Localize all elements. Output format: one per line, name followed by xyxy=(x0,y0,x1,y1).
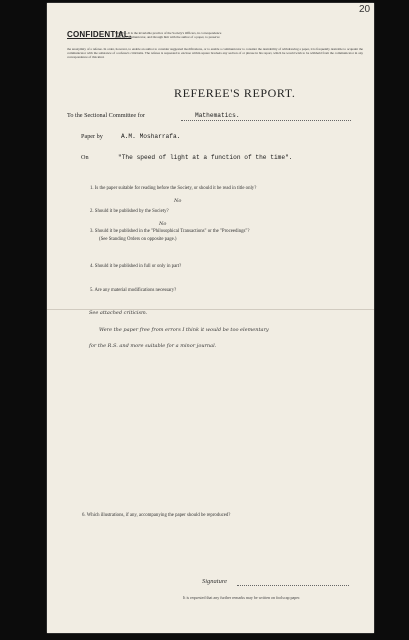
paper-by-value: A.M. Mosharrafa. xyxy=(121,133,181,140)
question-3-note: (See Standing Orders on opposite page.) xyxy=(99,237,177,242)
question-4: 4. Should it be published in full or only in part? xyxy=(90,264,182,269)
referee-report-sheet xyxy=(47,3,374,633)
question-3: 3. Should it be published in the "Philosophical Transactions" or the "Proceedings"? xyxy=(90,229,250,234)
on-value: "The speed of light at a function of the time". xyxy=(118,154,293,161)
page-title: REFEREE'S REPORT. xyxy=(174,86,296,100)
question-1: 1. Is the paper suitable for reading before the Society, or should it be read in title only? xyxy=(90,186,257,191)
question-2: 2. Should it be published by the Society? xyxy=(90,209,169,214)
confidential-heading: CONFIDENTIAL. xyxy=(67,30,132,39)
answer-3-handwritten: No xyxy=(159,221,167,227)
handwritten-line-1: See attached criticism. xyxy=(89,310,148,316)
handwritten-line-3: for the R.S. and more suitable for a minor journal. xyxy=(89,343,217,349)
confidentiality-note-head xyxy=(115,31,363,39)
page-number: 20 xyxy=(359,4,371,15)
footer-note: It is requested that any further remarks may be written on foolscap paper. xyxy=(183,595,301,600)
answer-2-handwritten: No xyxy=(174,198,182,204)
committee-value: Mathematics. xyxy=(195,112,240,119)
committee-dotted-line xyxy=(181,120,351,121)
committee-label: To the Sectional Committee for xyxy=(67,112,145,119)
note-line-2: with the communicator, and through him with the author of a paper, to preserve xyxy=(115,35,220,40)
handwritten-line-2: Were the paper free from errors I think it would be too elementary xyxy=(99,327,269,333)
on-label: On xyxy=(81,154,89,161)
confidentiality-note-body: the anonymity of a referee. In order, however, to enable an author to consider suggested modifications, or to enable a communicator to consider the desirability of withdrawing a paper, it is frequently desirable to acquaint the communicator with the substance of a referee's criticisms. The referee is requested to enclose within square brackets any section of or phrase in his report, which he would wish to be withheld from the communicator in any correspondence of this kind. xyxy=(67,47,363,60)
question-6: 6. Which illustrations, if any, accompanying the paper should be reproduced? xyxy=(82,513,231,518)
signature-dotted-line xyxy=(237,585,349,586)
note-line-1: NOTE.—It is the invariable practice of the Society's Officers, in correspondence xyxy=(115,31,222,35)
paper-by-label: Paper by xyxy=(81,133,103,140)
signature-label: Signature xyxy=(202,578,228,585)
question-5: 5. Are any material modifications necessary? xyxy=(90,288,177,293)
